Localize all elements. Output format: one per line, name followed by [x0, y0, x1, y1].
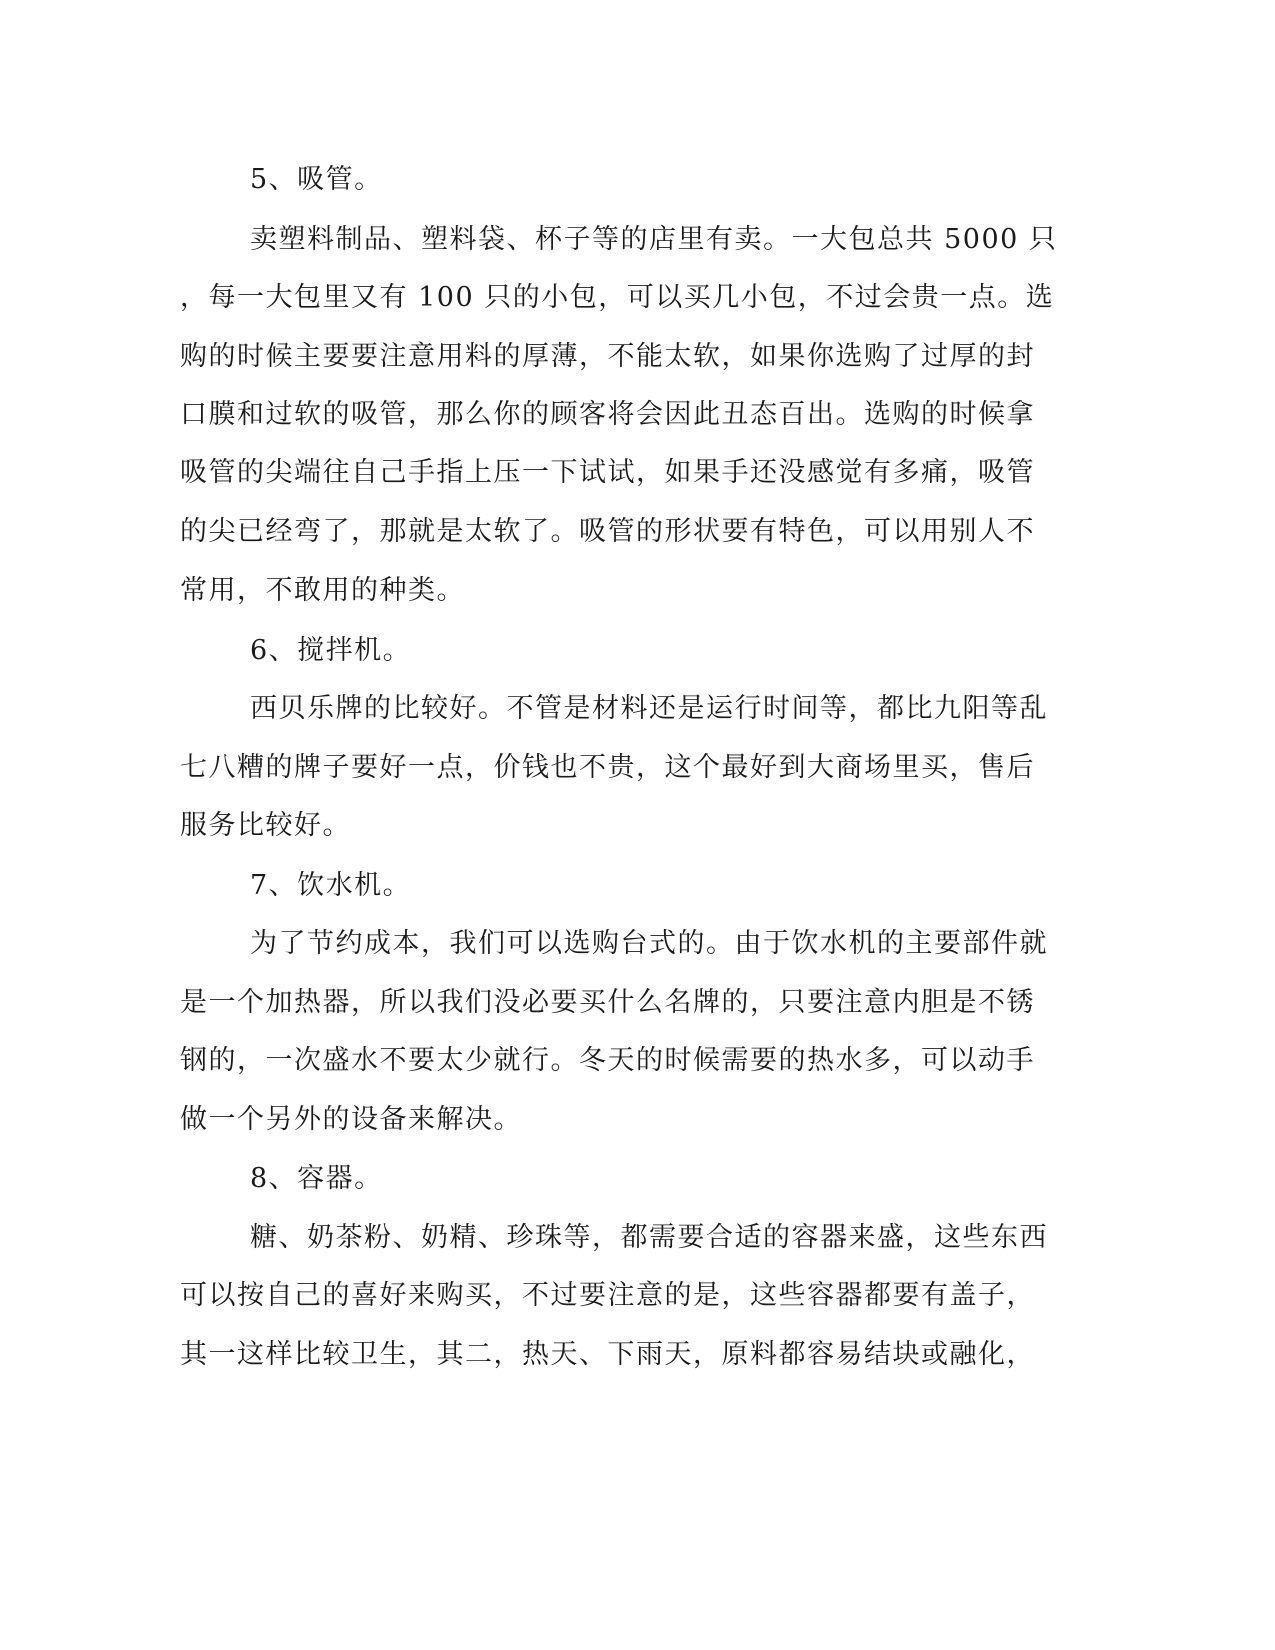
paragraph-line: 钢的，一次盛水不要太少就行。冬天的时候需要的热水多，可以动手: [180, 1045, 1035, 1076]
paragraph-line: 其一这样比较卫生，其二，热天、下雨天，原料都容易结块或融化，: [180, 1339, 1035, 1370]
paragraph-line: 服务比较好。: [180, 810, 351, 841]
paragraph-line: 西贝乐牌的比较好。不管是材料还是运行时间等，都比九阳等乱: [250, 693, 1048, 724]
paragraph-line: 做一个另外的设备来解决。: [180, 1104, 522, 1135]
paragraph-line: 卖塑料制品、塑料袋、杯子等的店里有卖。一大包总共 5000 只: [250, 224, 1058, 255]
heading-blender: 6、搅拌机。: [250, 635, 412, 666]
heading-straw: 5、吸管。: [250, 164, 383, 195]
paragraph-line: 购的时候主要要注意用料的厚薄，不能太软，如果你选购了过厚的封: [180, 341, 1035, 372]
paragraph-line: 的尖已经弯了，那就是太软了。吸管的形状要有特色，可以用别人不: [180, 516, 1035, 547]
paragraph-line: 可以按自己的喜好来购买，不过要注意的是，这些容器都要有盖子，: [180, 1280, 1035, 1311]
paragraph-line: ，每一大包里又有 100 只的小包，可以买几小包，不过会贵一点。选: [180, 282, 1055, 313]
heading-containers: 8、容器。: [250, 1163, 383, 1194]
paragraph-line: 七八糟的牌子要好一点，价钱也不贵，这个最好到大商场里买，售后: [180, 752, 1035, 783]
paragraph-line: 是一个加热器，所以我们没必要买什么名牌的，只要注意内胆是不锈: [180, 987, 1035, 1018]
paragraph-line: 为了节约成本，我们可以选购台式的。由于饮水机的主要部件就: [250, 928, 1048, 959]
paragraph-line: 糖、奶茶粉、奶精、珍珠等，都需要合适的容器来盛，这些东西: [250, 1222, 1048, 1253]
heading-water-dispenser: 7、饮水机。: [250, 870, 412, 901]
paragraph-line: 吸管的尖端往自己手指上压一下试试，如果手还没感觉有多痛，吸管: [180, 457, 1035, 488]
paragraph-line: 常用，不敢用的种类。: [180, 575, 465, 606]
paragraph-line: 口膜和过软的吸管，那么你的顾客将会因此丑态百出。选购的时候拿: [180, 399, 1035, 430]
